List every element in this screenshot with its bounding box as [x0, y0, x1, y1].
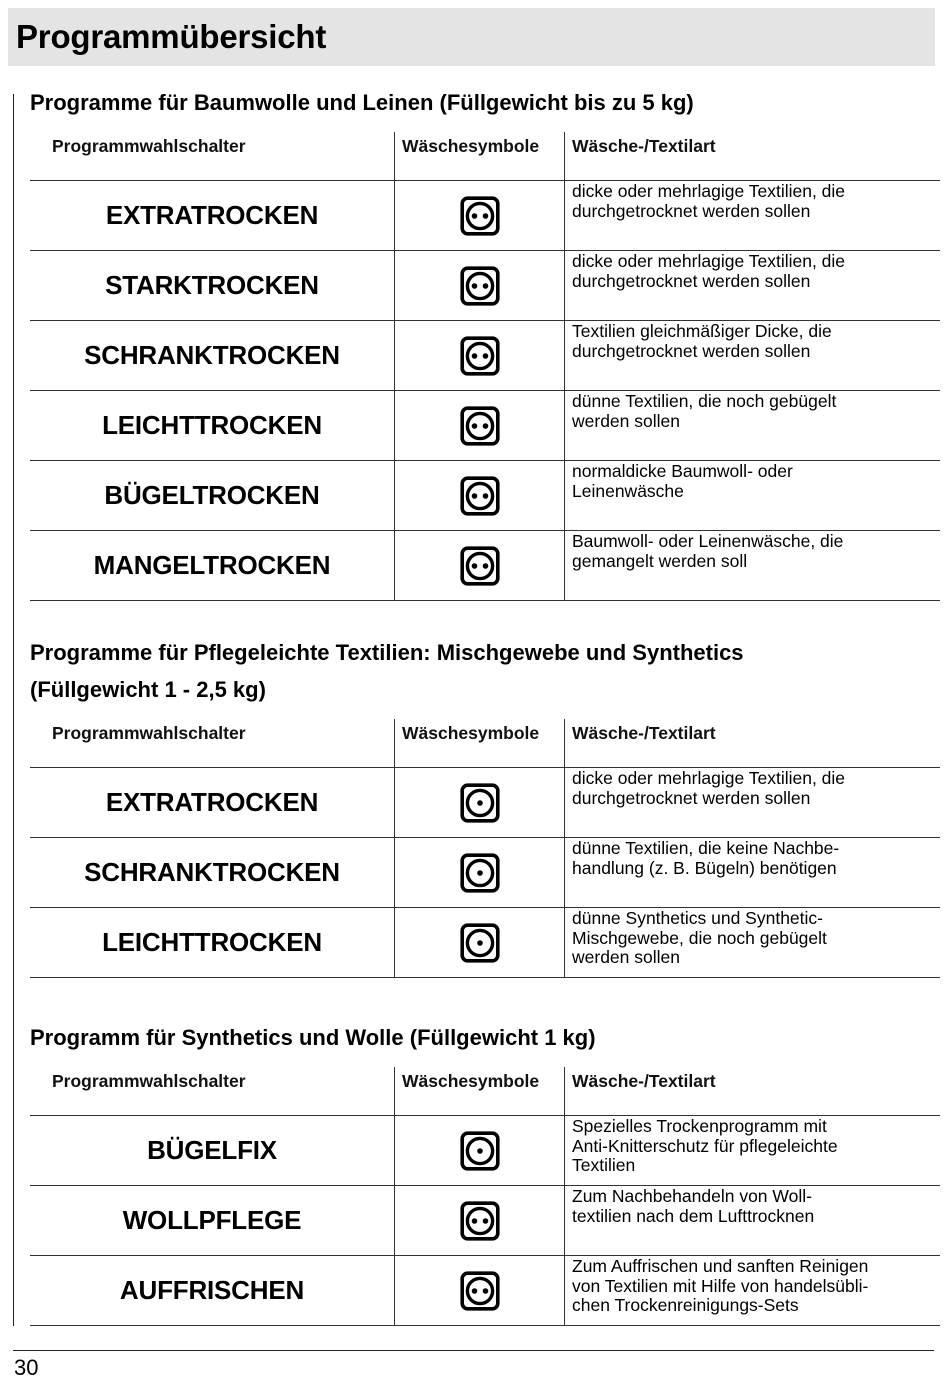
section-heading: Programm für Synthetics und Wolle (Füllgewicht 1 kg) [30, 1025, 596, 1050]
dryer-one-dot-icon [460, 853, 500, 893]
symbol-cell [394, 1186, 564, 1255]
symbol-cell [394, 461, 564, 530]
textile-description: dicke oder mehrlagige Textilien, die durchgetrocknet werden sollen [564, 181, 940, 250]
dryer-two-dots-icon [460, 336, 500, 376]
table-row [30, 838, 940, 908]
title-bar [8, 8, 935, 66]
dryer-two-dots-icon [460, 546, 500, 586]
program-name: EXTRATROCKEN [105, 200, 319, 230]
table-row [30, 1116, 940, 1186]
textile-description: dünne Textilien, die keine Nachbe- handlung (z. B. Bügeln) benötigen [564, 838, 940, 907]
program-name: SCHRANKTROCKEN [84, 340, 340, 370]
textile-description: Zum Nachbehandeln von Woll- textilien nach dem Lufttrocknen [564, 1186, 940, 1255]
section-synthetics-wool [30, 1019, 940, 1326]
page-title: Programmübersicht [16, 18, 327, 55]
symbol-cell [394, 391, 564, 460]
table-header [30, 132, 940, 181]
textile-description: dünne Textilien, die noch gebügelt werden sollen [564, 391, 940, 460]
dryer-two-dots-icon [460, 1271, 500, 1311]
program-name: MANGELTROCKEN [93, 550, 331, 580]
textile-description: dicke oder mehrlagige Textilien, die durchgetrocknet werden sollen [564, 768, 940, 837]
table-row [30, 908, 940, 978]
column-header-symbol: Wäschesymbole [394, 719, 564, 767]
table-row [30, 251, 940, 321]
table-row [30, 768, 940, 838]
program-name: BÜGELTROCKEN [104, 480, 320, 510]
dryer-two-dots-icon [460, 406, 500, 446]
dryer-two-dots-icon [460, 476, 500, 516]
textile-description: Baumwoll- oder Leinenwäsche, die gemangelt werden soll [564, 531, 940, 600]
section-heading: Programme für Pflegeleichte Textilien: Mischgewebe und Synthetics [30, 640, 744, 665]
program-name: WOLLPFLEGE [122, 1205, 302, 1235]
table-row [30, 461, 940, 531]
program-name: STARKTROCKEN [105, 270, 319, 300]
column-header-symbol: Wäschesymbole [394, 1067, 564, 1115]
symbol-cell [394, 181, 564, 250]
dryer-one-dot-icon [460, 1131, 500, 1171]
program-table [30, 181, 940, 601]
table-row [30, 181, 940, 251]
program-table [30, 1116, 940, 1326]
column-header-program: Programmwahlschalter [52, 1071, 246, 1091]
table-row [30, 1256, 940, 1326]
section-cotton-linen [30, 84, 940, 601]
symbol-cell [394, 1256, 564, 1325]
program-table [30, 768, 940, 978]
symbol-cell [394, 321, 564, 390]
textile-description: dünne Synthetics und Synthetic- Mischgewebe, die noch gebügelt werden sollen [564, 908, 940, 977]
column-header-type: Wäsche-/Textilart [564, 719, 940, 767]
symbol-cell [394, 838, 564, 907]
dryer-one-dot-icon [460, 783, 500, 823]
section-heading-line2: (Füllgewicht 1 - 2,5 kg) [30, 677, 266, 702]
symbol-cell [394, 1116, 564, 1185]
dryer-two-dots-icon [460, 266, 500, 306]
table-header [30, 1067, 940, 1116]
program-name: LEICHTTROCKEN [102, 410, 322, 440]
column-header-type: Wäsche-/Textilart [564, 1067, 940, 1115]
table-row [30, 1186, 940, 1256]
symbol-cell [394, 251, 564, 320]
program-name: SCHRANKTROCKEN [84, 857, 340, 887]
column-header-symbol: Wäschesymbole [394, 132, 564, 180]
textile-description: Textilien gleichmäßiger Dicke, die durchgetrocknet werden sollen [564, 321, 940, 390]
page-number: 30 [14, 1355, 39, 1380]
program-name: AUFFRISCHEN [119, 1275, 305, 1305]
column-header-program: Programmwahlschalter [52, 136, 246, 156]
left-margin-rule [13, 94, 14, 1326]
footer-rule [13, 1350, 934, 1351]
dryer-one-dot-icon [460, 923, 500, 963]
symbol-cell [394, 908, 564, 977]
textile-description: normaldicke Baumwoll- oder Leinenwäsche [564, 461, 940, 530]
program-name: BÜGELFIX [147, 1135, 277, 1165]
table-row [30, 391, 940, 461]
textile-description: Zum Auffrischen und sanften Reinigen von Textilien mit Hilfe von handelsübli- chen Trockenreinigungs-Sets [564, 1256, 940, 1325]
section-heading: Programme für Baumwolle und Leinen (Füllgewicht bis zu 5 kg) [30, 90, 694, 115]
program-name: LEICHTTROCKEN [102, 927, 322, 957]
dryer-two-dots-icon [460, 1201, 500, 1241]
textile-description: Spezielles Trockenprogramm mit Anti-Knitterschutz für pflegeleichte Textilien [564, 1116, 940, 1185]
table-header [30, 719, 940, 768]
textile-description: dicke oder mehrlagige Textilien, die durchgetrocknet werden sollen [564, 251, 940, 320]
table-row [30, 321, 940, 391]
dryer-two-dots-icon [460, 196, 500, 236]
section-easy-care [30, 634, 940, 978]
symbol-cell [394, 531, 564, 600]
column-header-type: Wäsche-/Textilart [564, 132, 940, 180]
program-name: EXTRATROCKEN [105, 787, 319, 817]
table-row [30, 531, 940, 601]
column-header-program: Programmwahlschalter [52, 723, 246, 743]
symbol-cell [394, 768, 564, 837]
